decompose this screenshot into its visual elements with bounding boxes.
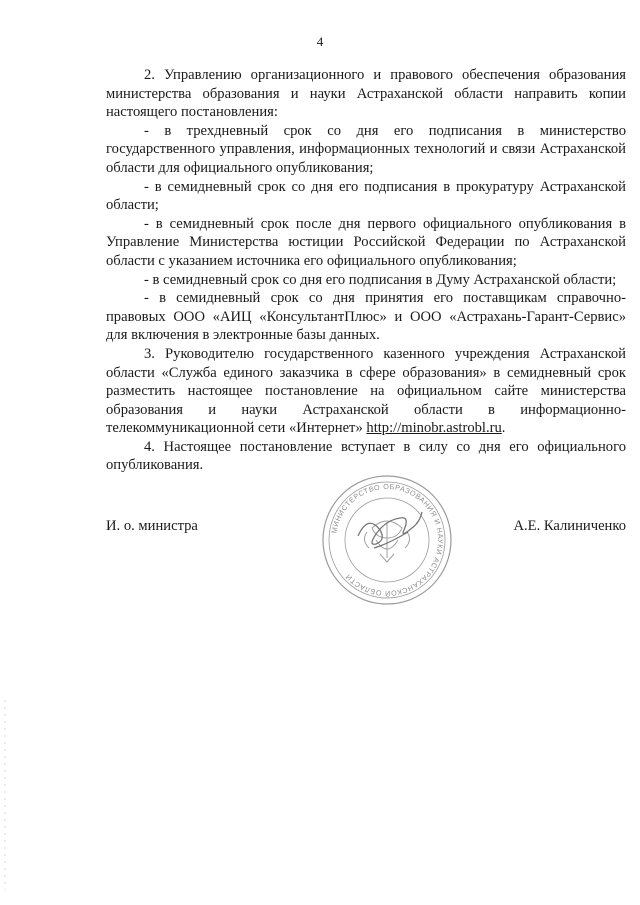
paragraph-text-end: . (501, 420, 506, 437)
paragraph: - в семидневный срок со дня его подписания в прокуратуру Астраханской области; (106, 178, 626, 214)
paragraph: - в семидневный срок со дня его подписания в Думу Астраханской области; (144, 271, 617, 288)
document-body (106, 66, 626, 475)
emblem-icon (364, 521, 409, 562)
paragraph: - в семидневный срок после дня первого официального опубликования в Управление Министерства юстиции Российской Федерации по Астраханской области с указанием источника его официального опубликования; (106, 215, 626, 269)
scan-edge-mark (4, 700, 6, 890)
paragraph-text: 3. Руководителю государственного казенного учреждения Астраханской области «Служба единого заказчика в сфере образования» в семидневный срок разместить настоящее постановление на официальном сайте министерства образования и науки Астраханской области в информационно-телекоммуникационной сети «Интернет» (106, 345, 626, 437)
website-link[interactable]: http://minobr.astrobl.ru (366, 420, 502, 437)
signatory-position: И. о. министра (106, 518, 198, 534)
signatory-name: А.Е. Калиниченко (513, 518, 626, 534)
paragraph: 4. Настоящее постановление вступает в силу со дня его официального опубликования. (106, 438, 626, 474)
page-number: 4 (316, 34, 324, 49)
paragraph: - в семидневный срок со дня принятия его поставщикам справочно-правовых ООО «АИЦ «КонсультантПлюс» и ООО «Астрахань-Гарант-Сервис» для включения в электронные базы данных. (106, 290, 626, 344)
handwritten-signature (358, 512, 422, 548)
stamp-text: МИНИСТЕРСТВО ОБРАЗОВАНИЯ И НАУКИ АСТРАХАНСКОЙ ОБЛАСТИ (329, 481, 446, 599)
paragraph: 2. Управлению организационного и правового обеспечения образования министерства образования и науки Астраханской области направить копии настоящего постановления: (106, 67, 626, 121)
official-stamp (312, 470, 462, 610)
paragraph: - в трехдневный срок со дня его подписания в министерство государственного управления, информационных технологий и связи Астраханской области для официального опубликования; (106, 122, 626, 176)
paragraph-with-link (106, 345, 626, 438)
